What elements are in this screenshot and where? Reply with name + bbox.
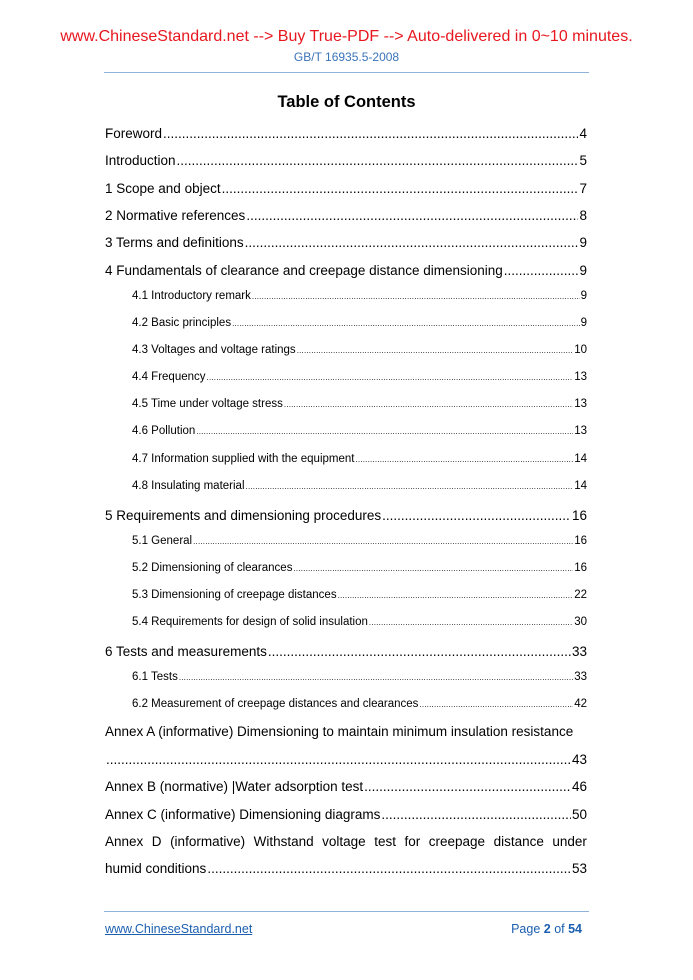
- toc-entry-page: 53: [571, 861, 587, 876]
- toc-entry[interactable]: [132, 671, 587, 683]
- toc-entry[interactable]: [132, 562, 587, 574]
- toc-entry-label: 5.1 General: [132, 535, 193, 547]
- toc-entry-page: 13: [574, 371, 587, 383]
- toc-entry[interactable]: [105, 235, 587, 250]
- toc-entry-page: 16: [571, 508, 587, 523]
- dot-leader: [355, 455, 573, 464]
- toc-entry[interactable]: [132, 425, 587, 437]
- toc-entry-page: 16: [574, 535, 587, 547]
- dot-leader: [419, 700, 573, 709]
- toc-entry-annex-d[interactable]: [105, 834, 587, 849]
- toc-entry[interactable]: [132, 398, 587, 410]
- toc-entry-page: 13: [574, 425, 587, 437]
- toc-entry-label: 4.6 Pollution: [132, 425, 196, 437]
- dot-leader: [163, 126, 578, 141]
- toc-entry-label: 4.5 Time under voltage stress: [132, 398, 283, 410]
- toc-entry-word: D: [151, 834, 162, 849]
- toc-entry-label: 5.4 Requirements for design of solid insulation: [132, 616, 368, 628]
- toc-entry-label: 5.2 Dimensioning of clearances: [132, 562, 293, 574]
- toc-entry[interactable]: [132, 371, 587, 383]
- toc-entry-label: Introduction: [105, 153, 176, 168]
- page-indicator: Page 2 of 54: [511, 922, 582, 936]
- toc-entry-label: 4 Fundamentals of clearance and creepage distance dimensioning: [105, 263, 503, 278]
- dot-leader: [196, 427, 573, 436]
- toc-entry-page: 16: [574, 562, 587, 574]
- toc-entry-word: distance: [493, 834, 544, 849]
- toc-entry-label: Annex A (informative) Dimensioning to maintain minimum insulation resistance: [105, 724, 574, 739]
- toc-entry-label: 4.4 Frequency: [132, 371, 206, 383]
- toc-entry[interactable]: [105, 508, 587, 523]
- toc-entry-label: 5.3 Dimensioning of creepage distances: [132, 589, 337, 601]
- toc-entry[interactable]: [132, 290, 587, 302]
- dot-leader: [268, 644, 571, 659]
- footer-website-link[interactable]: www.ChineseStandard.net: [105, 922, 253, 936]
- toc-entry-annex-a-cont[interactable]: [105, 752, 587, 767]
- toc-entry-page: 42: [574, 698, 587, 710]
- toc-entry-page: 4: [579, 126, 587, 141]
- toc-entry-label: 6.1 Tests: [132, 671, 178, 683]
- dot-leader: [179, 673, 573, 682]
- document-number: GB/T 16935.5-2008: [293, 50, 400, 64]
- toc-entry-label: 3 Terms and definitions: [105, 235, 244, 250]
- toc-entry-page: 9: [580, 290, 587, 302]
- toc-entry-word: (informative): [170, 834, 246, 849]
- toc-entry-label: 1 Scope and object: [105, 181, 221, 196]
- toc-entry-annex-d-cont[interactable]: [105, 861, 587, 876]
- toc-entry-label: 5 Requirements and dimensioning procedures: [105, 508, 382, 523]
- toc-entry[interactable]: [132, 698, 587, 710]
- toc-entry-page: 5: [579, 153, 587, 168]
- toc-entry[interactable]: [105, 263, 587, 278]
- toc-entry-page: 9: [579, 263, 587, 278]
- toc-entry[interactable]: [105, 644, 587, 659]
- toc-entry-page: 33: [574, 671, 587, 683]
- toc-entry-label: 6.2 Measurement of creepage distances and clearances: [132, 698, 419, 710]
- toc-entry-label: 6 Tests and measurements: [105, 644, 267, 659]
- toc-entry[interactable]: [132, 589, 587, 601]
- toc-entry-page: 8: [579, 208, 587, 223]
- dot-leader: [193, 537, 573, 546]
- dot-leader: [207, 861, 571, 876]
- toc-entry-page: 46: [571, 779, 587, 794]
- toc-entry-word: Withstand: [253, 834, 314, 849]
- dot-leader: [369, 618, 573, 627]
- dot-leader: [284, 400, 573, 409]
- dot-leader: [382, 508, 571, 523]
- toc-entry-word: under: [552, 834, 587, 849]
- dot-leader: [252, 292, 580, 301]
- dot-leader: [381, 807, 571, 822]
- toc-entry[interactable]: [105, 181, 587, 196]
- footer-divider: [104, 911, 589, 912]
- toc-entry[interactable]: [132, 453, 587, 465]
- toc-entry-label: Annex B (normative) |Water adsorption test: [105, 779, 364, 794]
- toc-entry[interactable]: [132, 535, 587, 547]
- dot-leader: [297, 346, 574, 355]
- dot-leader: [245, 235, 579, 250]
- toc-entry-page: 22: [574, 589, 587, 601]
- toc-entry-label: 4.3 Voltages and voltage ratings: [132, 344, 296, 356]
- toc-entry[interactable]: [132, 344, 587, 356]
- toc-entry-label: 4.2 Basic principles: [132, 317, 232, 329]
- toc-entry-page: 10: [574, 344, 587, 356]
- toc-entry-label: 4.7 Information supplied with the equipment: [132, 453, 355, 465]
- toc-entry-annex-b[interactable]: [105, 779, 587, 794]
- toc-entry[interactable]: [105, 126, 587, 141]
- toc-title: Table of Contents: [277, 93, 416, 111]
- toc-entry[interactable]: [132, 317, 587, 329]
- toc-entry-page: 13: [574, 398, 587, 410]
- dot-leader: [106, 752, 571, 767]
- toc-entry-word: test: [374, 834, 396, 849]
- toc-entry-annex-a[interactable]: [105, 724, 587, 739]
- toc-entry-page: 33: [571, 644, 587, 659]
- header-divider: [104, 72, 589, 73]
- toc-entry-page: 14: [574, 480, 587, 492]
- dot-leader: [504, 263, 579, 278]
- dot-leader: [246, 208, 578, 223]
- toc-entry-word: Annex: [105, 834, 144, 849]
- toc-entry-word: creepage: [428, 834, 486, 849]
- toc-entry-word: voltage: [322, 834, 366, 849]
- purchase-banner[interactable]: www.ChineseStandard.net --> Buy True-PDF --> Auto-delivered in 0~10 minutes.: [60, 28, 633, 45]
- toc-entry[interactable]: [105, 153, 587, 168]
- toc-entry-page: 30: [574, 616, 587, 628]
- toc-entry-page: 9: [579, 235, 587, 250]
- toc-entry-page: 7: [579, 181, 587, 196]
- dot-leader: [338, 591, 574, 600]
- dot-leader: [177, 153, 579, 168]
- toc-entry-page: 43: [571, 752, 587, 767]
- toc-entry-word: for: [404, 834, 421, 849]
- toc-entry-page: 50: [571, 807, 587, 822]
- toc-entry-label: Annex C (informative) Dimensioning diagrams: [105, 807, 381, 822]
- toc-entry[interactable]: [132, 616, 587, 628]
- dot-leader: [207, 373, 574, 382]
- toc-entry-label: humid conditions: [105, 861, 207, 876]
- toc-entry-page: 14: [574, 453, 587, 465]
- toc-entry-page: 9: [580, 317, 587, 329]
- toc-entry-label: 4.1 Introductory remark: [132, 290, 251, 302]
- dot-leader: [293, 564, 573, 573]
- dot-leader: [246, 482, 574, 491]
- dot-leader: [232, 319, 580, 328]
- dot-leader: [222, 181, 579, 196]
- toc-entry-label: Foreword: [105, 126, 163, 141]
- toc-entry[interactable]: [132, 480, 587, 492]
- toc-entry-label: 4.8 Insulating material: [132, 480, 245, 492]
- dot-leader: [364, 779, 571, 794]
- toc-entry-label: 2 Normative references: [105, 208, 246, 223]
- toc-entry[interactable]: [105, 208, 587, 223]
- toc-entry-annex-c[interactable]: [105, 807, 587, 822]
